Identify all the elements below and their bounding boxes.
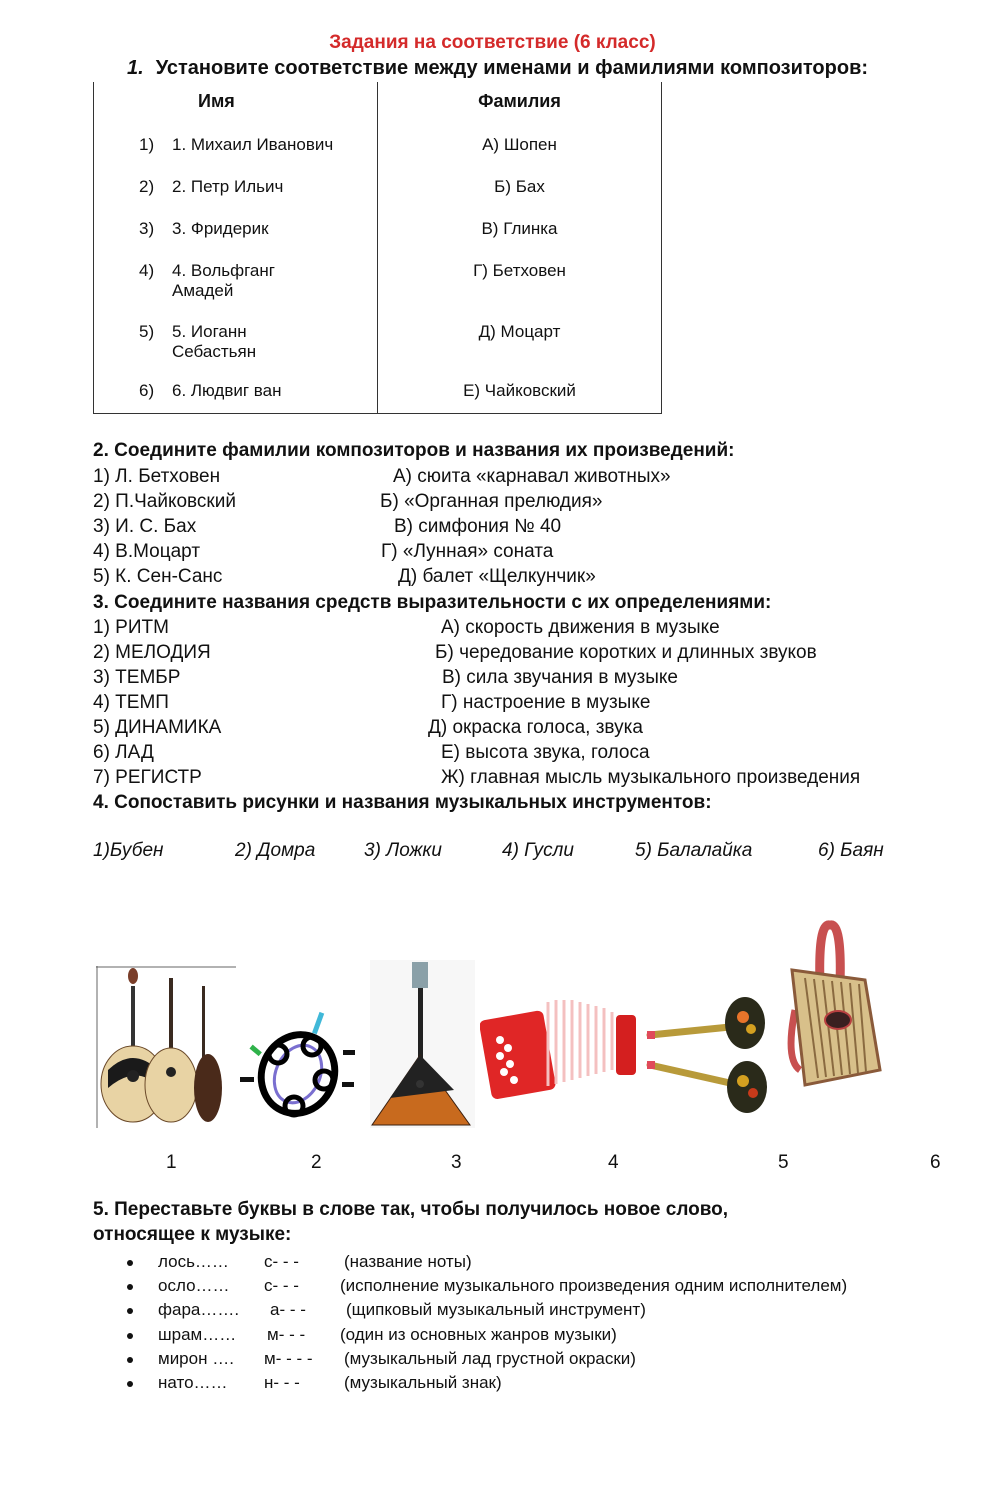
task2-right-item: В) симфония № 40	[394, 516, 562, 537]
task2-heading: 2. Соедините фамилии композиторов и названия их произведений:	[93, 440, 735, 461]
anagram-hint: н- - -	[264, 1373, 300, 1392]
task3-left-item: 4) ТЕМП	[93, 692, 169, 713]
task3-left-item: 1) РИТМ	[93, 617, 169, 638]
bullet-icon	[127, 1381, 133, 1387]
anagram-description: (название ноты)	[344, 1252, 472, 1271]
anagram-hint: с- - -	[264, 1276, 299, 1295]
picture-number: 1	[166, 1152, 177, 1173]
bullet-icon	[127, 1260, 133, 1266]
list-item	[127, 1325, 133, 1345]
list-item	[127, 1252, 133, 1272]
instrument-name: 2) Домра	[235, 840, 316, 861]
column-header-surname: Фамилия	[378, 82, 662, 124]
instrument-name: 5) Балалайка	[635, 840, 753, 861]
instrument-name: 3) Ложки	[364, 840, 442, 861]
page-title: Задания на соответствие (6 класс)	[329, 32, 656, 53]
task3-right-item: В) сила звучания в музыке	[442, 667, 678, 688]
picture-number: 6	[930, 1152, 941, 1173]
table-row: 4) 4. Вольфганг Амадей Г) Бетховен	[94, 250, 662, 311]
instrument-name: 6) Баян	[818, 840, 884, 861]
spoons-image	[645, 995, 770, 1115]
task3-right-item: Е) высота звука, голоса	[441, 742, 650, 763]
bullet-icon	[127, 1333, 133, 1339]
anagram-word: фара…….	[158, 1300, 240, 1319]
anagram-hint: с- - -	[264, 1252, 299, 1271]
task1-heading-text: Установите соответствие между именами и фамилиями композиторов:	[155, 57, 869, 79]
instrument-name: 1)Бубен	[93, 840, 164, 861]
anagram-word: мирон ….	[158, 1349, 234, 1368]
gusli-image	[780, 920, 890, 1095]
table-row: 3) 3. Фридерик В) Глинка	[94, 208, 662, 250]
list-item	[127, 1300, 133, 1320]
task3-left-item: 2) МЕЛОДИЯ	[93, 642, 211, 663]
task3-left-item: 5) ДИНАМИКА	[93, 717, 222, 738]
task2-right-item: Д) балет «Щелкунчик»	[398, 566, 596, 587]
task3-left-item: 3) ТЕМБР	[93, 667, 181, 688]
task3-left-item: 7) РЕГИСТР	[93, 767, 202, 788]
list-item	[127, 1276, 133, 1296]
task3-right-item: Д) окраска голоса, звука	[428, 717, 643, 738]
task3-heading: 3. Соедините названия средств выразительности с их определениями:	[93, 592, 772, 613]
picture-number: 2	[311, 1152, 322, 1173]
task2-right-item: Б) «Органная прелюдия»	[380, 491, 603, 512]
bullet-icon	[127, 1284, 133, 1290]
composers-table	[93, 82, 662, 414]
table-row: 5) 5. Иоганн Себастьян Д) Моцарт	[94, 311, 662, 372]
anagram-word: лось……	[158, 1252, 229, 1271]
anagram-hint: м- - - -	[264, 1349, 313, 1368]
task2-left-item: 5) К. Сен-Санс	[93, 566, 223, 587]
task2-right-item: А) сюита «карнавал животных»	[393, 466, 671, 487]
bullet-icon	[127, 1357, 133, 1363]
task4-heading: 4. Сопоставить рисунки и названия музыкальных инструментов:	[93, 792, 712, 813]
task3-right-item: Б) чередование коротких и длинных звуков	[435, 642, 817, 663]
anagram-description: (исполнение музыкального произведения одним исполнителем)	[340, 1276, 848, 1295]
task5-heading-line2: относящее к музыке:	[93, 1224, 292, 1245]
anagram-description: (щипковый музыкальный инструмент)	[346, 1300, 646, 1319]
task1-heading	[127, 57, 868, 80]
anagram-hint: а- - -	[270, 1300, 306, 1319]
domra-image	[96, 966, 236, 1128]
anagram-description: (музыкальный лад грустной окраски)	[344, 1349, 636, 1368]
table-row: 6) 6. Людвиг ван Е) Чайковский	[94, 372, 662, 413]
table-row: 1) 1. Михаил Иванович А) Шопен	[94, 124, 662, 166]
anagram-word: шрам……	[158, 1325, 237, 1344]
balalaika-image	[370, 960, 475, 1128]
accordion-image	[480, 990, 640, 1110]
column-header-name: Имя	[94, 82, 378, 124]
task3-right-item: Ж) главная мысль музыкального произведения	[441, 767, 861, 788]
task2-left-item: 4) В.Моцарт	[93, 541, 201, 562]
task2-left-item: 1) Л. Бетховен	[93, 466, 221, 487]
task5-heading: 5. Переставьте буквы в слове так, чтобы получилось новое слово,	[93, 1199, 729, 1220]
task3-left-item: 6) ЛАД	[93, 742, 154, 763]
task2-left-item: 3) И. С. Бах	[93, 516, 197, 537]
task1-number: 1.	[127, 57, 144, 79]
list-item	[127, 1349, 133, 1369]
task3-right-item: Г) настроение в музыке	[441, 692, 651, 713]
picture-number: 5	[778, 1152, 789, 1173]
instrument-name: 4) Гусли	[502, 840, 574, 861]
anagram-word: нато……	[158, 1373, 228, 1392]
anagram-word: осло……	[158, 1276, 230, 1295]
task3-right-item: А) скорость движения в музыке	[441, 617, 720, 638]
list-item	[127, 1373, 133, 1393]
tambourine-image	[238, 1000, 358, 1130]
anagram-hint: м- - -	[267, 1325, 306, 1344]
table-row: 2) 2. Петр Ильич Б) Бах	[94, 166, 662, 208]
task2-right-item: Г) «Лунная» соната	[381, 541, 554, 562]
task2-left-item: 2) П.Чайковский	[93, 491, 236, 512]
bullet-icon	[127, 1308, 133, 1314]
anagram-description: (один из основных жанров музыки)	[340, 1325, 617, 1344]
picture-number: 4	[608, 1152, 619, 1173]
anagram-description: (музыкальный знак)	[344, 1373, 502, 1392]
picture-number: 3	[451, 1152, 462, 1173]
